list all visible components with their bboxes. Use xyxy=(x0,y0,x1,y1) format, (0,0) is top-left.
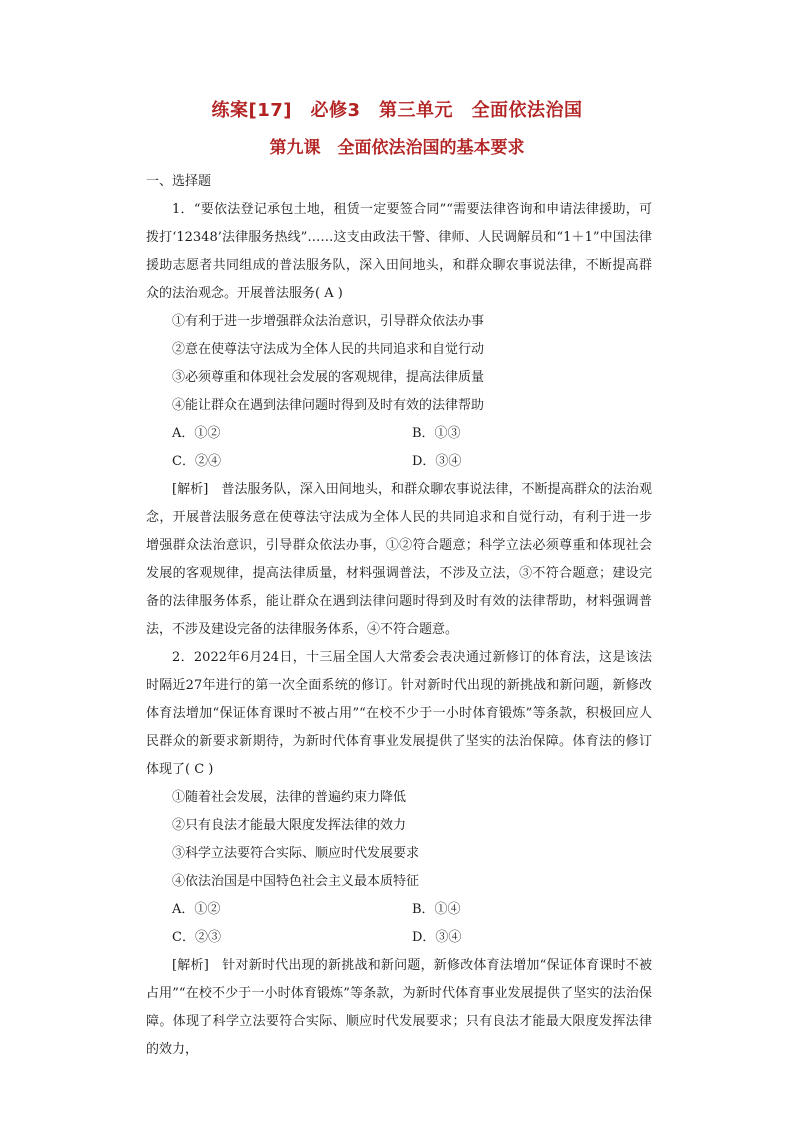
question-stem: 1．“要依法登记承包土地，租赁一定要签合同”“需要法律咨询和申请法律援助，可拨打‘12348’法律服务热线”……这支由政法干警、律师、人民调解员和“1＋1”中国法律援助志愿者共同组成的普法服务队，深入田间地头，和群众聊农事说法律，不断提高群众的法治观念。开展普法服务( A ) xyxy=(146,202,652,301)
question-option: ①随着社会发展，法律的普遍约束力降低 xyxy=(172,790,407,805)
answer-choice: D．③④ xyxy=(412,454,462,469)
answer-choice: A．①② xyxy=(172,902,221,917)
question-option: ④能让群众在遇到法律问题时得到及时有效的法律帮助 xyxy=(172,398,485,413)
answer-choice: B．①④ xyxy=(412,902,461,917)
question-option: ③科学立法要符合实际、顺应时代发展要求 xyxy=(172,846,420,861)
question-option: ①有利于进一步增强群众法治意识，引导群众依法办事 xyxy=(172,314,485,329)
answer-choices-row xyxy=(146,448,652,476)
answer-choice: B．①③ xyxy=(412,426,461,441)
answer-choices-row xyxy=(146,924,652,952)
section-label: 一、选择题 xyxy=(146,174,212,189)
question-option: ②意在使尊法守法成为全体人民的共同追求和自觉行动 xyxy=(172,342,485,357)
page-subtitle: 第九课 全面依法治国的基本要求 xyxy=(269,138,525,158)
answer-analysis: [解析] 普法服务队，深入田间地头，和群众聊农事说法律，不断提高群众的法治观念，开展普法服务意在使尊法守法成为全体人民的共同追求和自觉行动，有利于进一步增强群众法治意识，引导群众依法办事，①②符合题意；科学立法必须尊重和体现社会发展的客观规律，提高法律质量，材料强调普法，不涉及立法，③不符合题意；建设完备的法律服务体系，能让群众在遇到法律问题时得到及时有效的法律帮助，材料强调普法，不涉及建设完备的法律服务体系，④不符合题意。 xyxy=(146,482,652,637)
answer-choice: C．②③ xyxy=(172,930,221,945)
document-body xyxy=(146,168,652,1064)
question-stem: 2．2022年6月24日，十三届全国人大常委会表决通过新修订的体育法，这是该法时隔近27年进行的第一次全面系统的修订。针对新时代出现的新挑战和新问题，新修改体育法增加“保证体育课时不被占用”“在校不少于一小时体育锻炼”等条款，积极回应人民群众的新要求新期待，为新时代体育事业发展提供了坚实的法治保障。体育法的修订体现了( C ) xyxy=(146,650,652,777)
answer-choice: C．②④ xyxy=(172,454,221,469)
answer-choice: A．①② xyxy=(172,426,221,441)
answer-analysis: [解析] 针对新时代出现的新挑战和新问题，新修改体育法增加“保证体育课时不被占用”“在校不少于一小时体育锻炼”等条款，为新时代体育事业发展提供了坚实的法治保障。体现了科学立法要符合实际、顺应时代发展要求；只有良法才能最大限度发挥法律的效力， xyxy=(146,958,652,1057)
page-title: 练案[17] 必修3 第三单元 全面依法治国 xyxy=(211,100,583,121)
answer-choice: D．③④ xyxy=(412,930,462,945)
question-option: ③必须尊重和体现社会发展的客观规律，提高法律质量 xyxy=(172,370,485,385)
question-option: ②只有良法才能最大限度发挥法律的效力 xyxy=(172,818,407,833)
answer-choices-row xyxy=(146,420,652,448)
question-option: ④依法治国是中国特色社会主义最本质特征 xyxy=(172,874,420,889)
answer-choices-row xyxy=(146,896,652,924)
